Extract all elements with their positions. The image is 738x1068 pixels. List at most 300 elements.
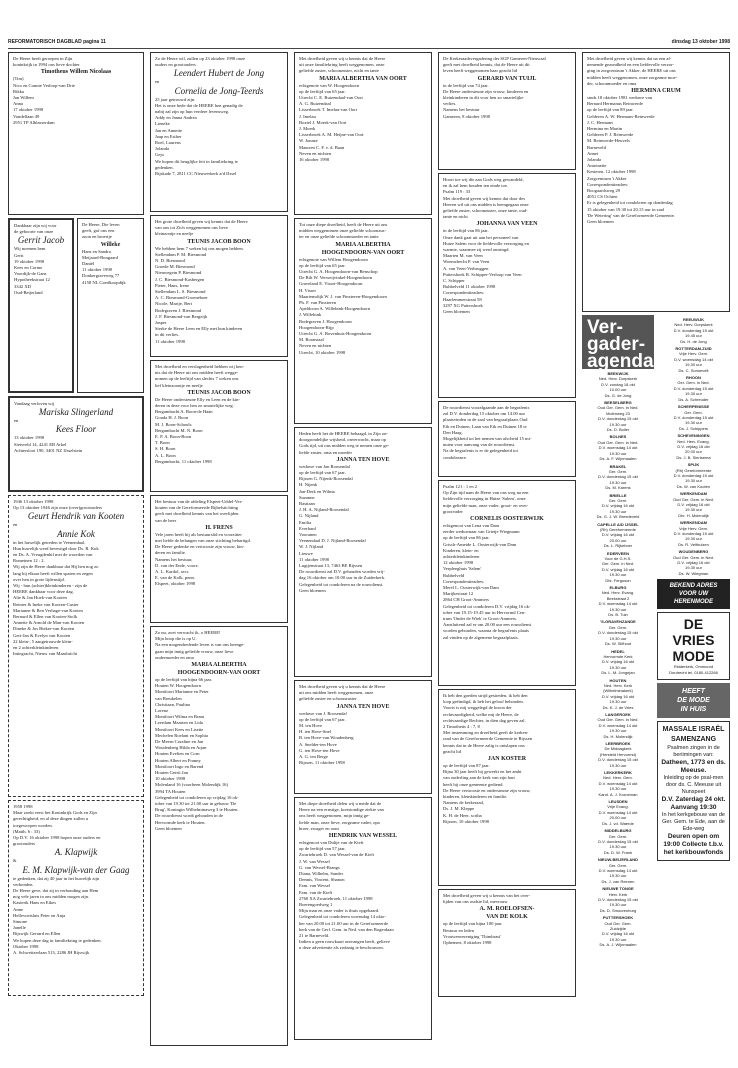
ad-name: MARIA ALBERTHA bbox=[335, 241, 391, 248]
ad-line: H. ten Hove-Snel bbox=[299, 729, 332, 735]
birth-ad-willeke bbox=[77, 218, 144, 393]
ad-line: Geen bloemen bbox=[299, 587, 326, 593]
church-detail: Ger. Gem. bbox=[608, 833, 628, 839]
church-detail: Zuidzijde bbox=[609, 926, 626, 931]
ad-line: warmte, waarmee zij werd omringd. bbox=[443, 247, 510, 253]
church-detail: (Rh) Gereformeerde bbox=[599, 526, 636, 532]
church-detail: 19.30 uur bbox=[609, 902, 627, 908]
ad-line: A. L. Boon bbox=[155, 452, 176, 458]
church-detail: Ned. Herv. Dorpskerk bbox=[674, 322, 713, 328]
ad-line: Annette & Arnold de Man-van Kooten bbox=[13, 620, 85, 626]
church-place: RHOON bbox=[686, 375, 701, 381]
banner-line: Ver- bbox=[587, 317, 623, 338]
ad-line: Met droefheid geven wij u kennis dat de Heere bbox=[299, 684, 386, 689]
church-detail: Ger. Gem. bbox=[608, 468, 628, 474]
church-place: HOUTEN bbox=[609, 677, 627, 683]
church-detail: 20.00 uur bbox=[609, 537, 627, 543]
church-detail: D.V. woensdag 14 okt bbox=[598, 780, 638, 786]
church-detail: D.V. woensdag 14 okt bbox=[598, 722, 638, 728]
church-detail: D.V. vrijdag 16 okt bbox=[601, 566, 635, 572]
ad-line: Namens het bestuur bbox=[443, 107, 480, 113]
ad-line: ber van 20.00 tot 21.00 uur in de Gereformeerde bbox=[299, 920, 389, 926]
ad-line: Na de begrafenis is er de gelegenheid tot bbox=[443, 448, 518, 454]
ad-line: Met droefheid en verslagenheid hebben wij ken- bbox=[155, 364, 245, 369]
church-detail: 19.30 uur bbox=[685, 391, 702, 397]
ad-line: Hoort toe wij die aan Gods weg gewandeld, bbox=[443, 177, 524, 182]
ad-line: Lieneke bbox=[155, 121, 170, 127]
ad-line: 3994 TA Houten bbox=[155, 788, 186, 794]
ad-line: Het is onze bede dat de HEERE hen genadig de bbox=[155, 102, 243, 108]
ad-line: Boxtel J. Moerk-van Oort bbox=[299, 119, 347, 125]
agenda-left bbox=[582, 315, 654, 948]
death-ad-koster bbox=[438, 689, 576, 886]
church-detail: D.V. donderdag 15 okt bbox=[598, 838, 638, 844]
ad-line: Rubbelveld bbox=[443, 572, 465, 578]
ad-line: weduwe van J. Roosendal bbox=[299, 710, 347, 716]
ad-line: Gods tijd, uit ons midden weg te nemen onze ge- bbox=[299, 443, 390, 449]
ad-line: weduwe van Jan Roosendal bbox=[299, 463, 350, 469]
ad-line: geeft, gaf ons een bbox=[82, 228, 115, 234]
church-detail: 19.30 uur bbox=[609, 421, 627, 427]
church-detail: D.V. donderdag 15 okt bbox=[673, 327, 714, 333]
ad-line: Everhard bbox=[299, 525, 316, 531]
ad-line: Bubbelveld 11 oktober 1998 bbox=[443, 284, 496, 290]
church-detail: 19.30 uur bbox=[609, 606, 627, 612]
ad-line: nog vele jaren in ons midden mogen zijn. bbox=[13, 894, 90, 900]
ad-line: J. Moerk bbox=[299, 126, 316, 132]
banner-line: gader- bbox=[587, 334, 646, 355]
ad-line: Correspondentieadres: bbox=[587, 181, 629, 187]
church-detail: 19.30 uur bbox=[609, 450, 627, 456]
funeral-notice-van-veen bbox=[438, 401, 576, 477]
paper-title: REFORMATORISCH DAGBLAD pagina 11 bbox=[8, 39, 106, 45]
ad-line: Gejo bbox=[155, 152, 164, 158]
ad-line: Dankbaar zijn wij voor bbox=[14, 223, 57, 228]
ad-line: M. ten Hove bbox=[299, 723, 323, 729]
ad-line: A. C. Biesmond-Groeneboer bbox=[155, 295, 208, 301]
ad-line: Montfoort Ingo en Barend bbox=[155, 763, 204, 769]
death-ad-frens bbox=[150, 495, 288, 623]
ad-line: Met droefheid geven wij u kennis dat de Heere bbox=[299, 56, 386, 61]
church-detail: D.V. donderdag 15 okt bbox=[673, 385, 714, 391]
ad-name: TEUNIS JACOB BOON bbox=[187, 238, 251, 245]
ad-line: midden heeft weggenomen, onze zorgzame moe- bbox=[587, 74, 678, 80]
ad-line: N. D. Biesmond bbox=[155, 258, 185, 264]
ad-line: Op 13 oktober 1946 zijn onze (over)grootouders bbox=[13, 505, 103, 511]
church-detail: Ds. G. de Jong bbox=[604, 392, 632, 398]
church-detail: D.V. woensdag 14 okt bbox=[598, 867, 638, 873]
church-detail: 19.30 uur bbox=[685, 565, 702, 571]
massale-note: Deuren open om 19:00 Collecte t.b.v. het kerkbouwfonds bbox=[663, 833, 724, 857]
church-detail: De Middagkerk bbox=[604, 746, 632, 752]
church-detail: Ds. C. Sonnevelt bbox=[678, 367, 709, 373]
ad-name: GERARD VAN TUIJL bbox=[477, 75, 537, 82]
ad-line: Heere na een ernstige, kortstondige ziekte van bbox=[299, 807, 384, 813]
ad-line: leven heeft weggenomen haar geacht lid bbox=[443, 68, 518, 74]
church-place: ROTTERDAM-ZUID bbox=[675, 346, 712, 352]
ad-line: lijden van ons oudste lid, mevrouw bbox=[443, 899, 508, 905]
ad-line: 2 Timotheüs 4 : 7, 8 bbox=[443, 724, 480, 730]
ad-line: te gedenken, dat zij 40 jaar in het huwelijk zijn bbox=[13, 875, 100, 881]
ad-line: Nicole, Marije, Bert bbox=[155, 301, 192, 307]
ad-line: verlies. bbox=[443, 101, 457, 107]
church-place: WOUDENBERG bbox=[678, 549, 709, 555]
church-detail: D.V. vrijdag 16 okt bbox=[601, 659, 635, 665]
church-detail: Ned. Herv. Gem. bbox=[603, 775, 633, 781]
ad-line: Marianne & Ben Verhage-van Kooten bbox=[13, 607, 83, 613]
ad-line: condoleance. bbox=[443, 454, 468, 460]
ad-line: De Heere ondersteune zijn vrouw, kinderen en bbox=[443, 88, 529, 94]
church-detail: Ds. W. Wiegman bbox=[678, 570, 709, 576]
ad-line: 22 klein-, 5 aangetrouwde klein- bbox=[13, 638, 73, 644]
ad-line: Op D.V. 16 oktober 1998 hopen onze ouders en bbox=[13, 835, 101, 841]
ad-line: in de leeftijd van 86 jaar. bbox=[443, 228, 489, 234]
ad-line: kleinkinderen in dit voor hen zo smartelijke bbox=[443, 95, 524, 101]
church-detail: Oud Ger. Gem. in Ned. bbox=[597, 717, 639, 723]
ad-line: geliefde zuster, schoonzuster, nicht en tante bbox=[299, 68, 379, 74]
ad-line: ouders en grootouders bbox=[155, 62, 196, 68]
church-place: BRIELLE bbox=[609, 492, 627, 498]
ad-line: E. van de Kolk, penn. bbox=[155, 575, 195, 581]
ad-line: Er is gelegenheid tot condoleren op donderdag bbox=[587, 200, 673, 206]
ad-line: Het grote droefheid geven wij kennis dat de Heere bbox=[155, 219, 248, 224]
church-detail: 19.30 uur bbox=[685, 536, 702, 542]
ad-name: Timotheus Willem Nicolaas bbox=[40, 69, 112, 76]
ad-line: kleinzontje en neefje bbox=[155, 231, 194, 237]
church-place: LEERBROEK bbox=[605, 741, 631, 746]
ad-line: mijn geliefde man, onze vader, groot- en over- bbox=[443, 502, 529, 508]
church-detail: D.V. woensdag 14 okt bbox=[598, 809, 638, 815]
ad-line: Maar zoekt eerst het Koninkrijk Gods en Zijn bbox=[13, 810, 97, 816]
ad-line: oudermoeder en oma bbox=[155, 654, 194, 660]
ad-line: deren en familie. bbox=[155, 550, 186, 556]
brand-name-2: MODE bbox=[672, 648, 715, 665]
death-ad-ten-hove-2 bbox=[294, 680, 432, 794]
church-detail: Ds. A. F. Wijnmaalen bbox=[599, 456, 637, 462]
church-place: LANGEROEK bbox=[605, 711, 631, 717]
ad-line: Zo de Heere wil, zullen op 23 oktober 1998 onze bbox=[155, 56, 246, 61]
church-place: CAPELLE A/D IJSSEL bbox=[597, 521, 639, 527]
ad-line: W. Jonaze bbox=[299, 138, 318, 144]
ad-line: Woudenberg Hilda en Arjan bbox=[155, 745, 207, 751]
church-detail: Oud Ger. Gem. bbox=[604, 920, 632, 926]
engagement-ad bbox=[8, 396, 144, 492]
ad-line: De Kerkeraadsvergadering der SGP Gameren-Nieuwaal bbox=[443, 56, 546, 61]
church-detail: Ds. M. Karens bbox=[605, 485, 631, 491]
church-detail: Ds. D. Smoorenburg bbox=[599, 907, 637, 913]
ad-line: A. G. Ruizendaal bbox=[299, 101, 331, 107]
ad-line: Na een mogendredende leven is van ons heenge- bbox=[155, 642, 245, 648]
anniversary-ad-de-jong bbox=[150, 52, 288, 212]
ad-line: De Heere, Die leven bbox=[82, 222, 120, 227]
ad-line: Wij zijn de Heere dankbaar dat Hij hen nog zo bbox=[13, 564, 99, 570]
ad-line: Anne bbox=[13, 906, 23, 912]
church-detail: 19.30 uur bbox=[609, 728, 627, 734]
church-detail: D.V. vrijdag 16 okt bbox=[601, 931, 635, 937]
church-detail: Hervormde Kerk bbox=[603, 653, 633, 659]
church-detail: 20.00 uur bbox=[609, 815, 627, 821]
ad-name: E. M. Klapwijk-van der Gaag bbox=[22, 864, 130, 875]
ad-line: H. Visser bbox=[299, 287, 316, 293]
church-detail: Vrije Evang. bbox=[607, 804, 629, 810]
ad-name: JOHANNA VAN VEEN bbox=[476, 221, 538, 228]
church-detail: Ds. B. Tuin bbox=[608, 612, 628, 618]
ad-line: 2951 TP Alblasserdam bbox=[13, 119, 55, 125]
ad-line: 11 oktober 1998 bbox=[155, 338, 185, 344]
ad-line: gaan mijn innig geliefde vrouw, onze lieve bbox=[155, 648, 234, 654]
ad-line: op de leeftijd van 86 jaar. bbox=[443, 535, 490, 541]
ad-line: Montfoort Wilma en Bram bbox=[155, 714, 205, 720]
ad-line: Sterke de Heere Leen en Elly met hun kinderen bbox=[155, 326, 243, 332]
ad-line: Hypotheekstraat 12 bbox=[14, 277, 50, 283]
church-detail: 19.30 uur bbox=[609, 635, 627, 641]
ad-line: 1946 13 oktober 1998 bbox=[13, 499, 54, 504]
ad-line: Ophemert, 8 oktober 1998 bbox=[443, 940, 492, 946]
ad-line: Gelegenheid tot condoleren na de rouwdienst. bbox=[299, 581, 384, 587]
ad-line: Neven en nichten bbox=[299, 150, 332, 156]
ad-line: G. Nijland bbox=[299, 513, 319, 519]
ad-line: Bernard Hermanus Reinwerde bbox=[587, 101, 643, 107]
ad-line: Boogaardsweg 29 bbox=[587, 188, 621, 194]
ad-line: Rijssen, 11 oktober 1998 bbox=[299, 760, 345, 766]
ad-line: A. Schweitzerlaan 513, 2286 JH Rijswijk bbox=[13, 950, 90, 956]
ad-line: Jolanda bbox=[587, 157, 602, 163]
ad-line: en 2 achterkleinkinderen bbox=[13, 645, 59, 651]
ad-line: Indien u geen rouwkaart ontvangen heeft, gelieve bbox=[299, 939, 390, 945]
ad-line: Brug', Koningin Wilhelminaweg 3 te Houten. bbox=[155, 807, 239, 813]
ad-line: de geboorte van onze bbox=[14, 229, 54, 235]
ad-line: Utrecht, 10 oktober 1998 bbox=[299, 349, 346, 355]
church-detail: (Wilhelminakerk) bbox=[603, 688, 633, 694]
ad-line: G. ten Hove-ten Hove bbox=[299, 747, 340, 753]
ad-line: Romeinen 12 : 2. bbox=[13, 558, 45, 564]
ad-line: echtgenote van W. Hoogendoorn bbox=[299, 82, 360, 88]
ad-line: E. P. A. Boon-Boon bbox=[155, 434, 192, 440]
ad-line: Bergambacht, 11 oktober 1998 bbox=[155, 458, 212, 464]
ad-line: G. van Wessel-Brangs bbox=[299, 864, 340, 870]
page-date: dinsdag 13 oktober 1998 bbox=[671, 39, 730, 45]
ad-line: De Heere heeft geroepen in Zijn bbox=[13, 56, 73, 61]
ad-line: rechtvaardigheid, welke mij de Heere, de bbox=[443, 711, 519, 717]
ad-line: in de leeftijd van 74 jaar. bbox=[443, 82, 489, 88]
ad-line: M. Boonstaal bbox=[299, 337, 324, 343]
church-place: NIEUWE TONGE bbox=[602, 886, 634, 892]
church-detail: Ds. L. M. Jongejan bbox=[601, 670, 635, 676]
ad-line: Utrecht G. A. Bovenhuis-Hoogendoorn bbox=[299, 331, 372, 337]
church-detail: Ger. Gem. bbox=[608, 497, 628, 503]
church-detail: Ds. R. Velthuizen bbox=[678, 541, 709, 547]
ad-line: HERENMODE bbox=[673, 599, 713, 606]
ad-line: raad van de Gereformeerde Gemeente te Rijssen bbox=[443, 736, 533, 742]
ad-line: J. Willebink bbox=[299, 312, 322, 318]
church-detail: Beekstraat 2 bbox=[606, 595, 630, 601]
church-place: MIDDELBURG bbox=[604, 828, 632, 834]
church-detail: 19.30 uur bbox=[609, 762, 627, 768]
ad-line: Maartensdijk W. J. van Pinxteren-Hoogendoorn bbox=[299, 293, 387, 299]
church-detail: Ger. Gem. bbox=[608, 624, 628, 630]
ad-name: VAN DE KOLK bbox=[486, 914, 528, 921]
church-detail: D.V. donderdag 15 okt bbox=[673, 472, 714, 478]
ad-line: T. Boon bbox=[155, 440, 170, 446]
church-detail: Ds. J. Schippers bbox=[678, 425, 709, 431]
ad-line: op de leeftijd van 87 jaar. bbox=[443, 763, 490, 769]
ad-line: Met droefheid geven wij kennis dat door des bbox=[443, 195, 526, 201]
ad-line: Dineke & Jos Bieker-van Kooten bbox=[13, 626, 75, 632]
ad-line: 19 oktober 1998 bbox=[14, 258, 45, 264]
massale-intro: Inleiding op de psal-men door ds. C. Meeuse uit Nunspeet bbox=[663, 775, 724, 796]
church-place: LEKKERKERK bbox=[604, 770, 632, 776]
ad-name: Cornelia de Jong-Teerds bbox=[174, 85, 264, 96]
ad-line: nis dat de Heere uit ons midden heeft wegge- bbox=[155, 370, 239, 376]
ad-line: Wij noemen hem bbox=[14, 246, 46, 252]
ad-line: 16 oktober 1998 bbox=[299, 157, 330, 163]
ad-line: BEKEND ADRES bbox=[669, 583, 718, 590]
church-detail: Ned. Herv. Evang. bbox=[677, 438, 710, 444]
church-detail: Dhr. H. Molendijk bbox=[678, 512, 709, 518]
ad-line: 15 oktober van 19.30 tot 20.15 uur in zaal bbox=[587, 206, 665, 212]
ad-line: Vondellaan 49 bbox=[13, 113, 40, 119]
ad-line: S. H. Boon bbox=[155, 446, 176, 452]
ad-name: Kees Floor bbox=[55, 424, 97, 435]
heeft-de-mode-ad bbox=[657, 683, 730, 718]
church-detail: D.V. woensdag 14 okt bbox=[674, 356, 713, 362]
ad-line: Stellendam L. S. Biesmond bbox=[155, 289, 206, 295]
church-detail: D.V. vrijdag 16 okt bbox=[677, 443, 710, 449]
ad-name: MARIA ALBERTHA bbox=[191, 662, 247, 669]
ad-line: met liefde de belangen van onze stichting behartigd. bbox=[155, 538, 251, 544]
ad-line: Rijssen G. Nijenk-Roosendal bbox=[299, 476, 353, 482]
page-header bbox=[8, 40, 730, 49]
ad-line: Namens de kerkeraad, bbox=[443, 800, 484, 806]
ad-line: Mogelijkheid tot het nemen van afscheid 15 mi- bbox=[443, 436, 532, 442]
ad-line: Bijswijk Gerrard en Ellen bbox=[13, 931, 61, 937]
church-detail: Ger. Gem. bbox=[608, 862, 628, 868]
ad-line: Bernard & Ellen van Kooten-Stolk bbox=[13, 614, 78, 620]
ad-name: MARIA ALBERTHA VAN OORT bbox=[319, 75, 407, 82]
ad-line: Vandaag verloven wij bbox=[14, 401, 55, 406]
ad-line: en ik zal hem houden ten einde toe. bbox=[443, 183, 509, 189]
ad-line: Hermina en Martin bbox=[587, 126, 623, 132]
ad-line: van ouderling aan de kerk van zijn hart bbox=[443, 775, 515, 781]
ad-line: Zo nu, zoet verwacht ik, o HEERE! bbox=[155, 630, 221, 635]
ad-line: Hellevoetsluis Peter en Anja bbox=[13, 912, 66, 918]
ad-line: Hun huwelijk werd bevestigd door Ds. R. Kok bbox=[13, 545, 99, 551]
ad-line: Voordijk-de Gans bbox=[14, 271, 47, 277]
ad-line: Houten Albert en Franny bbox=[155, 757, 201, 763]
massale-date: D.V. Zaterdag 24 okt. Aanvang 19:30 bbox=[661, 796, 726, 812]
ad-line: nomen op de leeftijd van slechts 7 weken ons bbox=[155, 376, 239, 382]
church-detail: Ger. Gem. in Ned. bbox=[601, 561, 635, 567]
death-ad-van-tuijl bbox=[438, 52, 576, 170]
ad-line: Lisserbroek A. M. Heijne-van Oort bbox=[299, 132, 364, 138]
ad-line: J. C. Hermans bbox=[587, 119, 614, 125]
ad-line: De rouwdienst zal D.V. gehouden worden vrij- bbox=[299, 569, 385, 575]
ad-line: Christiaan, Paulina bbox=[155, 701, 190, 707]
birth-ad-gerrit-jacob bbox=[8, 218, 74, 393]
church-detail: D.V. woensdag 14 okt bbox=[598, 601, 638, 607]
ad-line: echtgenoot van Didije van de Kieft bbox=[299, 840, 364, 846]
ad-line: van de heer bbox=[155, 517, 177, 523]
death-ad-oosterwijk bbox=[438, 480, 576, 686]
ad-line: Met diepe droefheid delen wij u mede dat de bbox=[299, 801, 382, 806]
church-detail: 19.30 uur bbox=[609, 844, 627, 850]
ad-line: Jan-Derk en Wilma bbox=[299, 488, 335, 494]
ad-line: 12 oktober 1998 bbox=[443, 560, 474, 566]
ad-line: D. van der Ende, voorz. bbox=[155, 562, 199, 568]
death-ad-ten-hove-1 bbox=[294, 427, 432, 677]
ad-line: Huize Salem voor de liefdevolle verzorging en bbox=[443, 240, 529, 246]
ad-line: geacht lid bbox=[443, 748, 461, 754]
ad-line: Pieter, Hans, Irene bbox=[155, 282, 189, 288]
church-place: PUTTERSHOEK bbox=[602, 915, 634, 921]
ad-line: plaatsvinden in de zaal van begraafplaats Oud bbox=[443, 417, 528, 423]
church-detail: D.V. donderdag 15 okt bbox=[598, 757, 638, 763]
ad-line: HEEFT bbox=[682, 688, 705, 696]
ad-line: Intiegracht, Nieuw van Maasbricht bbox=[13, 651, 78, 657]
ad-line: Gelegenheid tot condoleren op vrijdag 16 ok- bbox=[155, 794, 239, 800]
ad-line: Nieuwegein P. Biesmond bbox=[155, 270, 202, 276]
church-detail: Ds. D. W. Frank bbox=[603, 849, 633, 855]
ad-line: (Matth. 6 : 33) bbox=[13, 828, 40, 834]
ad-line: uit onze familiekring heeft weggenomen, onze bbox=[299, 62, 385, 68]
ad-line: Gelderen P. J. Reinwerde bbox=[587, 132, 634, 138]
ad-line: nabij zal zijn op hun verdere levensweg. bbox=[155, 109, 230, 115]
page-footer bbox=[8, 1052, 730, 1058]
ad-line: geeft met droefheid kennis, dat de Heere uit dit bbox=[443, 62, 530, 68]
church-detail: Kand. A. J. Kroneman bbox=[598, 791, 638, 797]
church-detail: Vrije Herv. Gem. bbox=[678, 351, 709, 357]
bekend-adres-ad bbox=[657, 579, 730, 609]
death-ad-van-oort bbox=[294, 52, 432, 215]
church-detail: (Hersteld Hervormd) bbox=[599, 751, 637, 757]
massale-samenzang-ad bbox=[657, 721, 730, 861]
agenda-right bbox=[657, 315, 730, 948]
ad-line: Rikka bbox=[13, 88, 24, 94]
ad-line: Neven en nichten bbox=[299, 343, 332, 349]
ad-name: A. Klapwijk bbox=[54, 847, 98, 858]
church-detail: Oud Ger. Gem. in Ned. bbox=[597, 405, 639, 411]
ad-line: Nico en Connie Verloop-van Drie bbox=[13, 82, 75, 88]
church-detail: Oud Ger. Gem. in Ned. bbox=[673, 554, 714, 560]
death-ad-hoogendoorn-1 bbox=[150, 626, 288, 1046]
church-detail: Ds. K. J. de Vries bbox=[602, 704, 634, 710]
church-detail: Ds. W. van Kooten bbox=[676, 483, 711, 489]
church-detail: Dhr. Ferguson bbox=[605, 577, 631, 583]
ad-line: Jan Willem bbox=[13, 95, 34, 101]
ad-line: HEERE dankbaar voor deze dag. bbox=[13, 589, 74, 595]
ad-line: DE MODE bbox=[677, 697, 710, 705]
ad-line: Maurren C. F. v. d. Baan bbox=[299, 144, 345, 150]
ad-line: Utrecht G. A. Hoogendoorn-van Benschop bbox=[299, 269, 378, 275]
ad-line: Voorts is mij weggelegd de kroon der bbox=[443, 705, 512, 711]
ad-line: van ons tot Zich weggenomen ons lieve bbox=[155, 225, 228, 231]
ad-line: Addy en Janna Andrea bbox=[155, 115, 197, 121]
ad-line: Meijaard-Bongaard bbox=[82, 254, 118, 260]
church-place: BEEKWIJK bbox=[607, 371, 629, 376]
ad-line: Bergambacht M. N. Boon bbox=[155, 427, 203, 433]
ad-line: De Bilt W. Verweijvinkel-Hoogendoorn bbox=[299, 275, 373, 281]
ad-line: zal D.V. donderdag 15 oktober om 14.00 uur bbox=[443, 411, 526, 417]
ad-line: & bbox=[13, 858, 17, 864]
ad-line: Oktober 1998 bbox=[13, 943, 39, 949]
ad-line: Donkergraveweg 77 bbox=[82, 273, 120, 279]
ad-line: Jaap en Esther bbox=[155, 133, 182, 139]
ad-line: Bodegraven J. Hoogendoorn bbox=[299, 318, 352, 324]
ad-line: echtgenoot van Lena van Dam bbox=[443, 523, 500, 529]
ad-line: Barneveld bbox=[587, 144, 606, 150]
ad-line: op de leeftijd van 65 jaar. bbox=[299, 262, 346, 268]
ad-line: Gelderen A. W. Hermans-Reinwerde bbox=[587, 113, 655, 119]
